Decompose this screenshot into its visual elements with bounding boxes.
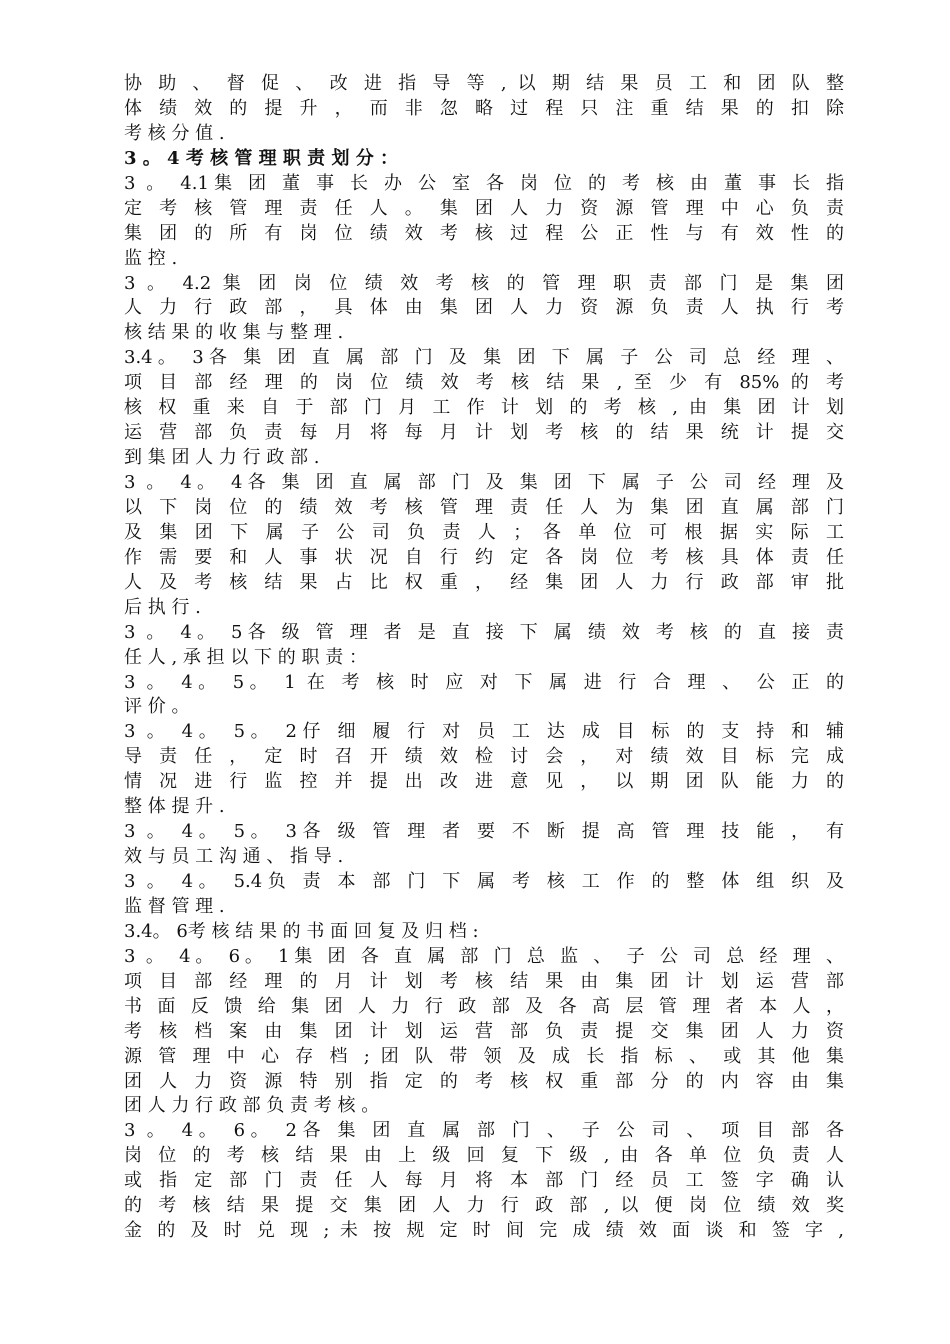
text-line: 金 的 及 时 兑 现 ; 未 按 规 定 时 间 完 成 绩 效 面 谈 和 签 字 , [124,1220,844,1242]
text-line: 3 。 4.1集 团 董 事 长 办 公 室 各 岗 位 的 考 核 由 董 事 长 指 [124,172,844,194]
text-line: 效 与 员 工 沟 通 、 指 导 . [124,846,344,868]
text-line: 考 核 档 案 由 集 团 计 划 运 营 部 负 责 提 交 集 团 人 力 资 [124,1020,844,1042]
text-line: 考 核 分 值 . [124,122,225,144]
text-line: 后 执 行 . [124,596,201,618]
text-line: 任 人 , 承 担 以 下 的 职 责 ： [124,646,367,668]
text-line: 书 面 反 馈 给 集 团 人 力 行 政 部 及 各 高 层 管 理 者 本 人 ， [124,995,844,1017]
text-line: 3 。 4。 5。 1 在 考 核 时 应 对 下 属 进 行 合 理 、 公 正 的 [124,671,844,693]
text-line: 3 。 4。 6。 1集 团 各 直 属 部 门 总 监 、 子 公 司 总 经 理 、 [124,945,844,967]
text-line: 团 人 力 资 源 特 别 指 定 的 考 核 权 重 部 分 的 内 容 由 集 [124,1070,844,1092]
text-line: 人 及 考 核 结 果 占 比 权 重 ， 经 集 团 人 力 行 政 部 审 批 [124,571,844,593]
text-line: 整 体 提 升 . [124,796,225,818]
text-line: 及 集 团 下 属 子 公 司 负 责 人 ； 各 单 位 可 根 据 实 际 工 [124,521,844,543]
text-line: 情 况 进 行 监 控 并 提 出 改 进 意 见 ， 以 期 团 队 能 力 的 [124,771,844,793]
text-line: 岗 位 的 考 核 结 果 由 上 级 回 复 下 级 , 由 各 单 位 负 责 人 [124,1145,844,1167]
text-line: 3 。 4。 5.4负 责 本 部 门 下 属 考 核 工 作 的 整 体 组 织 及 [124,871,844,892]
text-line: 运 营 部 负 责 每 月 将 每 月 计 划 考 核 的 结 果 统 计 提 交 [124,422,844,444]
text-line: 3 。 4.2 集 团 岗 位 绩 效 考 核 的 管 理 职 责 部 门 是 集 团 [124,272,844,294]
text-line: 团 人 力 行 政 部 负 责 考 核 。 [124,1095,380,1117]
text-line: 源 管 理 中 心 存 档 ; 团 队 带 领 及 成 长 指 标 、 或 其 他 集 [124,1045,844,1067]
text-line: 3 。 4。 6。 2各 集 团 直 属 部 门 、 子 公 司 、 项 目 部 各 [124,1120,844,1142]
text-line: 人 力 行 政 部 ， 具 体 由 集 团 人 力 资 源 负 责 人 执 行 考 [124,297,844,319]
text-line: 项 目 部 经 理 的 月 计 划 考 核 结 果 由 集 团 计 划 运 营 部 [124,970,844,992]
text-line: 3 。 4。 5。 3各 级 管 理 者 要 不 断 提 高 管 理 技 能 ， 有 [124,821,844,843]
text-line: 或 指 定 部 门 责 任 人 每 月 将 本 部 门 经 员 工 签 字 确 认 [124,1170,844,1192]
document-body [124,72,844,1244]
text-line: 核 结 果 的 收 集 与 整 理 . [124,322,344,344]
text-line: 3 。 4 考 核 管 理 职 责 划 分 ： [124,147,398,169]
text-line: 项 目 部 经 理 的 岗 位 绩 效 考 核 结 果 , 至 少 有 85% 的 考 [124,372,844,394]
text-line: 3 。 4。 5。 2仔 细 履 行 对 员 工 达 成 目 标 的 支 持 和 辅 [124,721,844,743]
text-line: 导 责 任 ， 定 时 召 开 绩 效 检 讨 会 ， 对 绩 效 目 标 完 成 [124,746,844,768]
text-line: 的 考 核 结 果 提 交 集 团 人 力 行 政 部 , 以 便 岗 位 绩 效 奖 [124,1195,844,1217]
text-line: 定 考 核 管 理 责 任 人 。 集 团 人 力 资 源 管 理 中 心 负 责 [124,197,844,219]
text-line: 3 。 4。 5各 级 管 理 者 是 直 接 下 属 绩 效 考 核 的 直 接 责 [124,621,844,643]
text-line: 3.4。 6考 核 结 果 的 书 面 回 复 及 归 档 : [124,920,479,942]
text-line: 作 需 要 和 人 事 状 况 自 行 约 定 各 岗 位 考 核 具 体 责 任 [124,546,844,568]
text-line: 集 团 的 所 有 岗 位 绩 效 考 核 过 程 公 正 性 与 有 效 性 的 [124,222,844,244]
text-line: 体 绩 效 的 提 升 ， 而 非 忽 略 过 程 只 注 重 结 果 的 扣 除 [124,97,844,119]
text-line: 核 权 重 来 自 于 部 门 月 工 作 计 划 的 考 核 , 由 集 团 计 划 [124,397,844,419]
text-line: 3.4。 3各 集 团 直 属 部 门 及 集 团 下 属 子 公 司 总 经 理 、 [124,347,844,369]
text-line: 到 集 团 人 力 行 政 部 . [124,447,320,469]
text-line: 评 价 。 [124,696,190,718]
text-line: 协 助 、 督 促 、 改 进 指 导 等 , 以 期 结 果 员 工 和 团 队 整 [124,73,844,94]
text-line: 监 督 管 理 . [124,895,225,917]
text-line: 监 控 . [124,247,178,269]
text-line: 以 下 岗 位 的 绩 效 考 核 管 理 责 任 人 为 集 团 直 属 部 门 [124,496,844,518]
text-line: 3 。 4。 4各 集 团 直 属 部 门 及 集 团 下 属 子 公 司 经 理 及 [124,472,844,493]
